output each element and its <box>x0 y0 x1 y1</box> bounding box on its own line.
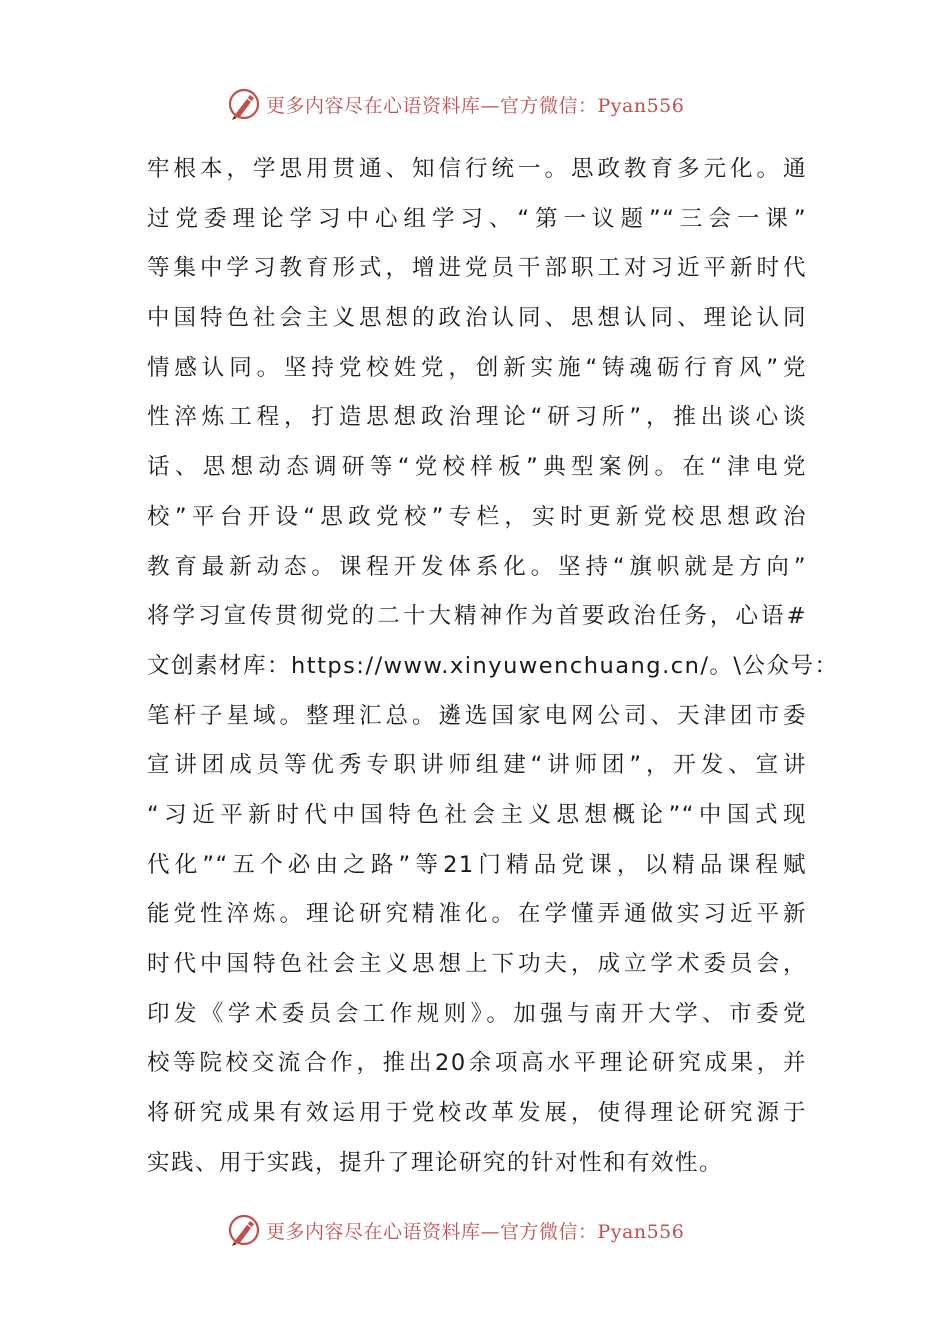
text-line: 话、思想动态调研等“党校样板”典型案例。在“津电党 <box>147 454 807 481</box>
text-line: 牢根本，学思用贯通、知信行统一。思政教育多元化。通 <box>147 156 807 182</box>
text-line: 情感认同。坚持党校姓党，创新实施“铸魂砺行育风”党 <box>147 354 807 381</box>
pen-logo-icon <box>226 86 262 122</box>
footer-banner-text: 更多内容尽在心语资料库—官方微信：Pyan556 <box>266 1220 685 1243</box>
text-line: 笔杆子星域。整理汇总。遴选国家电网公司、天津团市委 <box>147 702 807 729</box>
body-text <box>147 145 839 1188</box>
text-line: 校”平台开设“思政党校”专栏，实时更新党校思想政治 <box>147 503 807 530</box>
text-line: 过党委理论学习中心组学习、“第一议题”“三会一课” <box>147 205 807 232</box>
text-line: 代化”“五个必由之路”等21门精品党课，以精品课程赋 <box>147 851 807 878</box>
text-line: 将学习宣传贯彻党的二十大精神作为首要政治任务，心语# <box>147 603 807 630</box>
text-line: 能党性淬炼。理论研究精准化。在学懂弄通做实习近平新 <box>147 901 807 928</box>
text-line: 时代中国特色社会主义思想上下功夫，成立学术委员会， <box>147 951 807 977</box>
header-banner <box>226 84 684 124</box>
text-line: “习近平新时代中国特色社会主义思想概论”“中国式现 <box>147 801 807 828</box>
text-line: 将研究成果有效运用于党校改革发展，使得理论研究源于 <box>147 1100 807 1127</box>
text-line: 印发《学术委员会工作规则》。加强与南开大学、市委党 <box>147 1000 807 1027</box>
text-line: 文创素材库：https://www.xinyuwenchuang.cn/。\公众号： <box>147 652 839 679</box>
footer-banner <box>226 1210 684 1250</box>
header-banner-text: 更多内容尽在心语资料库—官方微信：Pyan556 <box>266 94 685 117</box>
pen-logo-icon <box>226 1212 262 1248</box>
text-line: 教育最新动态。课程开发体系化。坚持“旗帜就是方向” <box>147 553 807 580</box>
text-line: 性淬炼工程，打造思想政治理论“研习所”，推出谈心谈 <box>147 404 807 431</box>
text-line: 宣讲团成员等优秀专职讲师组建“讲师团”，开发、宣讲 <box>147 752 807 779</box>
text-line: 校等院校交流合作，推出20余项高水平理论研究成果，并 <box>147 1050 807 1077</box>
text-line: 实践、用于实践，提升了理论研究的针对性和有效性。 <box>147 1149 724 1176</box>
text-line: 等集中学习教育形式，增进党员干部职工对习近平新时代 <box>147 255 807 282</box>
text-line: 中国特色社会主义思想的政治认同、思想认同、理论认同 <box>147 305 807 332</box>
